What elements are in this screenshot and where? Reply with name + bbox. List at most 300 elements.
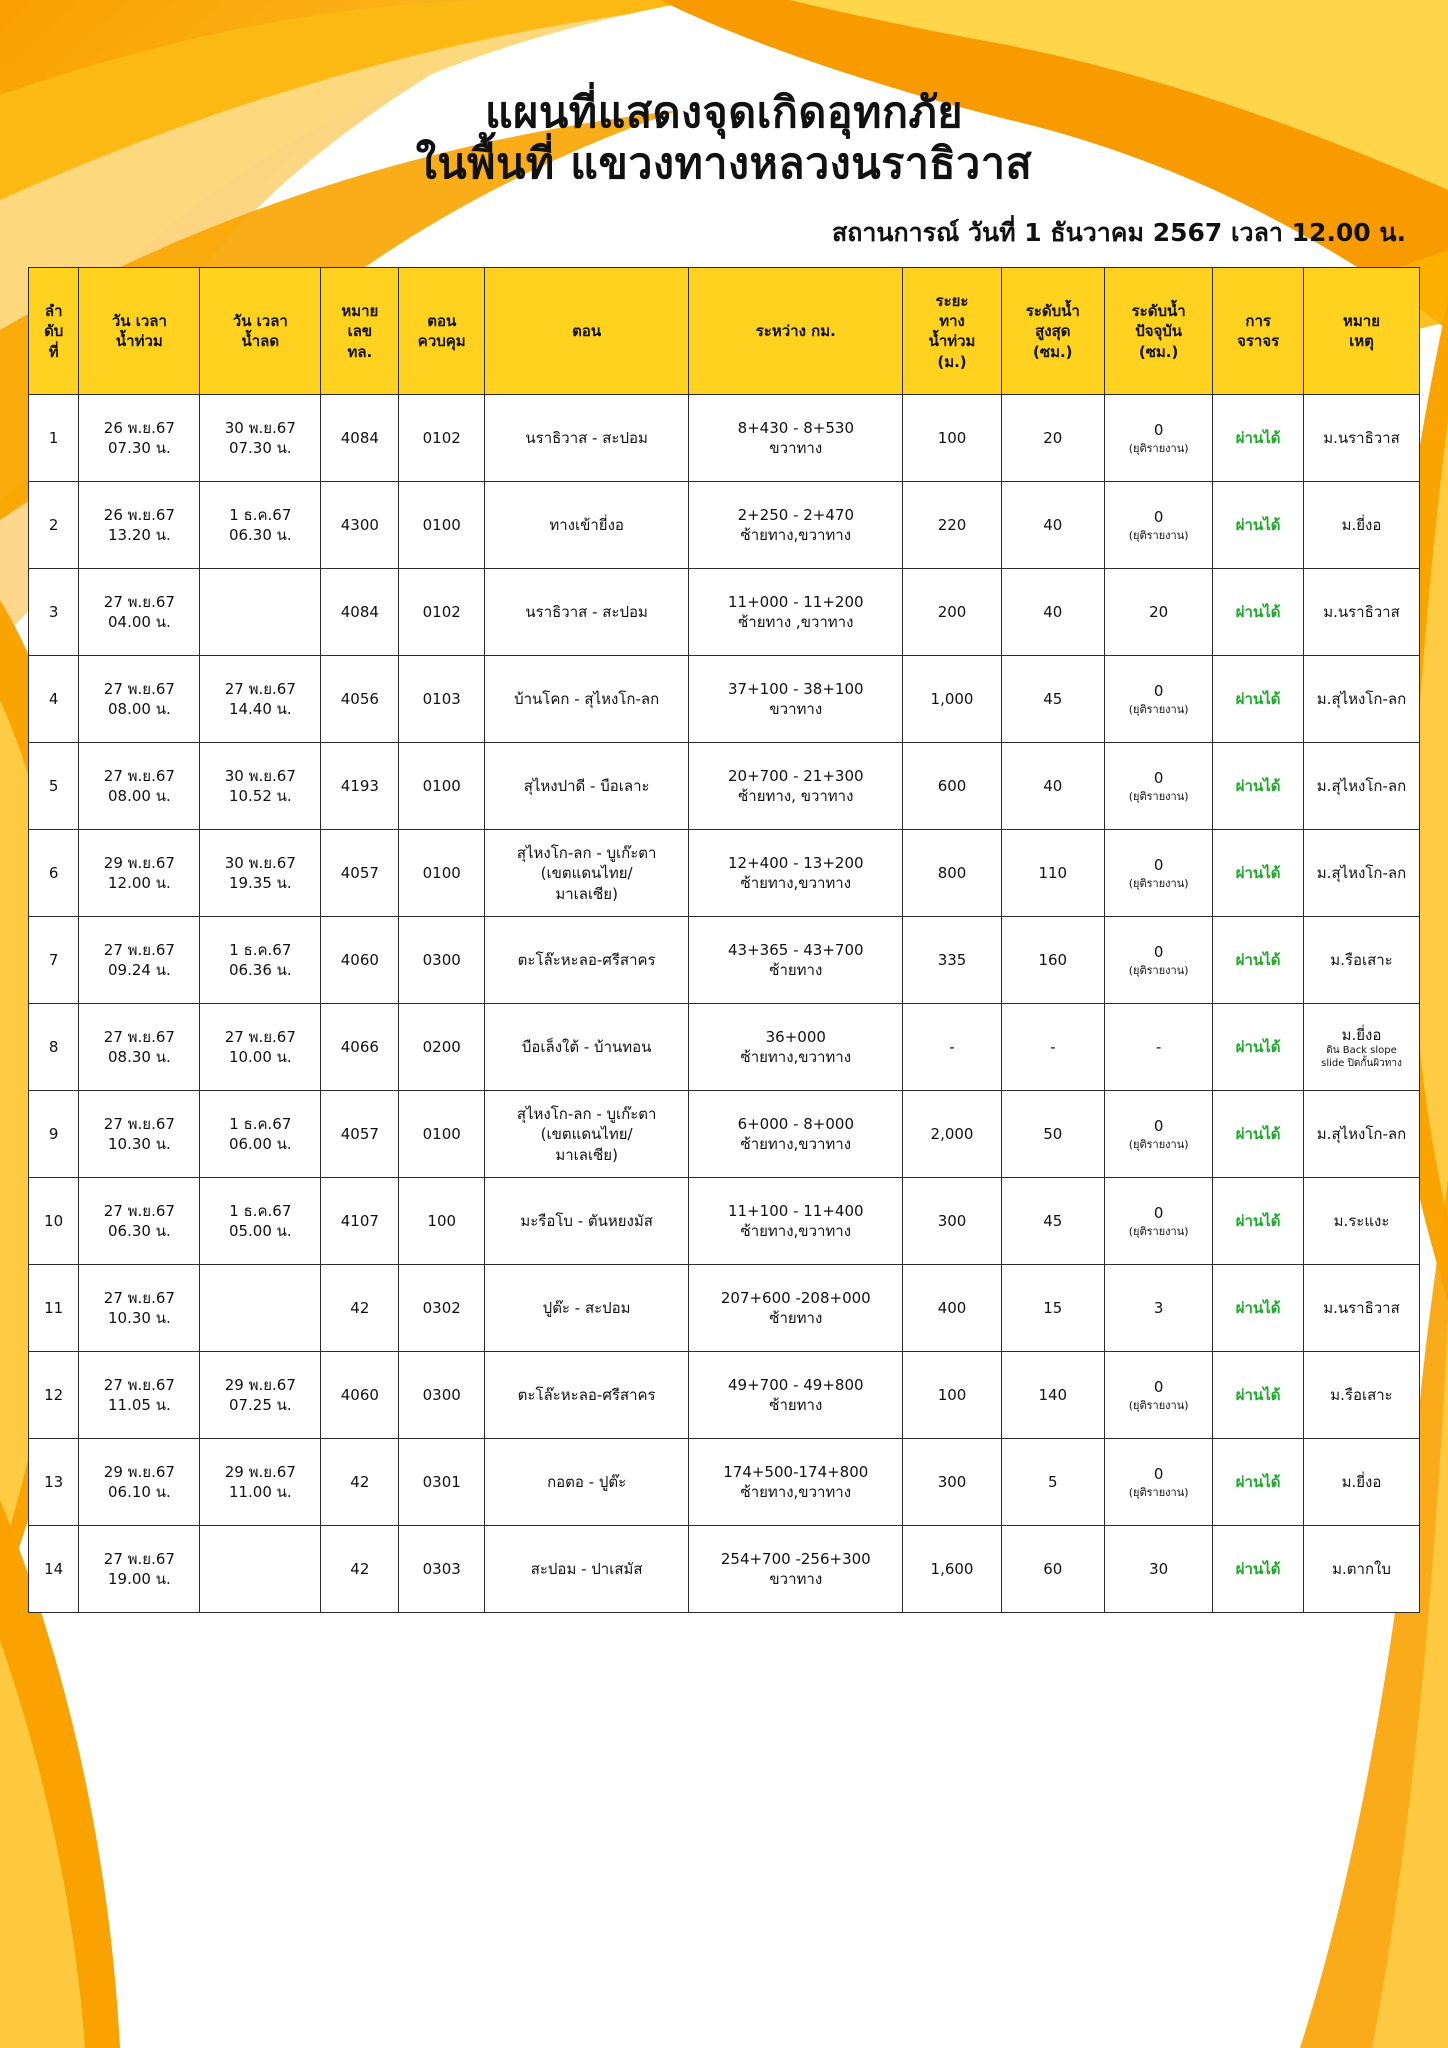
cell-road-number: 4300 (321, 482, 399, 569)
between-km-range: 254+700 -256+300 (720, 1550, 871, 1569)
current-level-value: 0 (1153, 943, 1164, 962)
table-header (29, 268, 1420, 395)
recede-date: 1 ธ.ค.67 (229, 941, 292, 960)
cell-control-section: 0103 (399, 656, 485, 743)
between-km-side: ซ้ายทาง,ขวาทาง (740, 1222, 852, 1241)
flood-date: 27 พ.ย.67 (103, 1289, 175, 1308)
current-level-value: 0 (1153, 508, 1164, 527)
cell-traffic-status: ผ่านได้ (1213, 569, 1304, 656)
flood-date: 26 พ.ย.67 (103, 506, 175, 525)
table-row (29, 1004, 1420, 1091)
cell-max-level: 5 (1001, 1439, 1104, 1526)
cell-section (485, 1091, 689, 1178)
current-level-note: (ยุติรายงาน) (1128, 528, 1189, 542)
cell-control-section: 100 (399, 1178, 485, 1265)
cell-flood-length: 220 (903, 482, 1001, 569)
col-header-road-number (321, 268, 399, 395)
flood-points-table (28, 267, 1420, 1613)
flood-time: 06.10 น. (108, 1483, 171, 1502)
recede-time: 06.30 น. (228, 526, 292, 545)
cell-flood-datetime (79, 1004, 200, 1091)
cell-no: 13 (29, 1439, 79, 1526)
cell-no: 9 (29, 1091, 79, 1178)
flood-date: 27 พ.ย.67 (103, 680, 175, 699)
flood-time: 19.00 น. (108, 1570, 171, 1589)
cell-section: ตะโล๊ะหะลอ-ศรีสาคร (485, 917, 689, 1004)
cell-section: กอตอ - ปูต๊ะ (485, 1439, 689, 1526)
col-header-road-number-l3: ทล. (347, 342, 373, 361)
between-km-side: ซ้ายทาง ,ขวาทาง (738, 613, 854, 632)
col-header-no-l1: ลำ (44, 302, 63, 321)
between-km-range: 174+500-174+800 (723, 1463, 869, 1482)
cell-max-level: 160 (1001, 917, 1104, 1004)
between-km-range: 12+400 - 13+200 (728, 854, 864, 873)
between-km-range: 8+430 - 8+530 (737, 419, 854, 438)
flood-time: 10.30 น. (108, 1309, 171, 1328)
cell-between-km (689, 1178, 903, 1265)
flood-date: 27 พ.ย.67 (103, 941, 175, 960)
remark-text: ม.รือเสาะ (1330, 1386, 1393, 1405)
cell-section: ตะโล๊ะหะลอ-ศรีสาคร (485, 1352, 689, 1439)
between-km-range: 2+250 - 2+470 (737, 506, 854, 525)
col-header-current-level-l1: ระดับน้ำ (1131, 302, 1186, 321)
section-l1: สุไหงโก-ลก - บูเก๊ะตา (516, 1105, 657, 1124)
section-l1: สุไหงโก-ลก - บูเก๊ะตา (516, 844, 657, 863)
cell-road-number: 4107 (321, 1178, 399, 1265)
table-row (29, 1439, 1420, 1526)
flood-date: 29 พ.ย.67 (103, 854, 175, 873)
table-row (29, 569, 1420, 656)
cell-traffic-status: ผ่านได้ (1213, 395, 1304, 482)
col-header-flood-datetime-l2: น้ำท่วม (115, 332, 163, 351)
cell-between-km (689, 569, 903, 656)
cell-between-km (689, 743, 903, 830)
flood-time: 08.30 น. (108, 1048, 171, 1067)
current-level-note: (ยุติรายงาน) (1128, 702, 1189, 716)
cell-control-section: 0100 (399, 830, 485, 917)
recede-time: 05.00 น. (228, 1222, 292, 1241)
current-level-value: 0 (1153, 421, 1164, 440)
between-km-range: 37+100 - 38+100 (728, 680, 864, 699)
between-km-range: 11+000 - 11+200 (728, 593, 864, 612)
cell-remark (1304, 1178, 1420, 1265)
between-km-side: ซ้ายทาง (769, 1309, 823, 1328)
cell-flood-datetime (79, 1265, 200, 1352)
remark-text: ม.รือเสาะ (1330, 951, 1393, 970)
col-header-flood-datetime (79, 268, 200, 395)
cell-remark (1304, 1526, 1420, 1613)
document-header (0, 0, 1448, 189)
remark-text: ม.นราธิวาส (1323, 1299, 1400, 1318)
cell-flood-length: 2,000 (903, 1091, 1001, 1178)
cell-current-level (1104, 1439, 1212, 1526)
current-level-value: 0 (1153, 769, 1164, 788)
cell-flood-datetime (79, 395, 200, 482)
flood-date: 27 พ.ย.67 (103, 1376, 175, 1395)
flood-date: 27 พ.ย.67 (103, 1115, 175, 1134)
between-km-range: 43+365 - 43+700 (728, 941, 864, 960)
remark-text: ม.สุไหงโก-ลก (1316, 690, 1407, 709)
situation-datetime: สถานการณ์ วันที่ 1 ธันวาคม 2567 เวลา 12.00 น. (831, 218, 1406, 248)
flood-time: 08.00 น. (108, 787, 171, 806)
cell-road-number: 4057 (321, 830, 399, 917)
cell-max-level: 140 (1001, 1352, 1104, 1439)
table-row (29, 1526, 1420, 1613)
recede-date: 30 พ.ย.67 (224, 419, 296, 438)
cell-flood-datetime (79, 830, 200, 917)
table-row (29, 482, 1420, 569)
current-level-value: 0 (1153, 1204, 1164, 1223)
remark-text: ม.ยี่งอ (1341, 1473, 1382, 1492)
cell-control-section: 0300 (399, 917, 485, 1004)
between-km-side: ซ้ายทาง,ขวาทาง (740, 1135, 852, 1154)
between-km-side: ซ้ายทาง,ขวาทาง (740, 874, 852, 893)
cell-control-section: 0100 (399, 482, 485, 569)
cell-section (485, 830, 689, 917)
cell-traffic-status: ผ่านได้ (1213, 1004, 1304, 1091)
cell-current-level (1104, 1091, 1212, 1178)
cell-road-number: 4056 (321, 656, 399, 743)
cell-flood-datetime (79, 1352, 200, 1439)
between-km-range: 49+700 - 49+800 (728, 1376, 864, 1395)
col-header-recede-datetime (200, 268, 321, 395)
cell-flood-datetime (79, 1439, 200, 1526)
cell-control-section: 0301 (399, 1439, 485, 1526)
cell-recede-datetime (200, 917, 321, 1004)
cell-current-level: 3 (1104, 1265, 1212, 1352)
recede-time: 10.52 น. (228, 787, 292, 806)
between-km-side: ขวาทาง (769, 439, 823, 458)
col-header-traffic (1213, 268, 1304, 395)
remark-note-l2: slide ปิดกั้นผิวทาง (1321, 1057, 1402, 1069)
recede-date: 29 พ.ย.67 (224, 1376, 296, 1395)
cell-between-km (689, 1526, 903, 1613)
section-l3: มาเลเซีย) (555, 1145, 618, 1164)
cell-max-level: 45 (1001, 1178, 1104, 1265)
col-header-remark-l1: หมาย (1343, 312, 1380, 331)
cell-remark (1304, 1004, 1420, 1091)
cell-recede-datetime (200, 1439, 321, 1526)
cell-current-level: 30 (1104, 1526, 1212, 1613)
section-l2: (เขตแดนไทย/ (540, 1125, 633, 1144)
cell-current-level: 20 (1104, 569, 1212, 656)
cell-flood-length: 1,600 (903, 1526, 1001, 1613)
cell-section: ปูต๊ะ - สะปอม (485, 1265, 689, 1352)
cell-flood-length: - (903, 1004, 1001, 1091)
cell-current-level (1104, 1352, 1212, 1439)
col-header-traffic-l2: จราจร (1237, 332, 1280, 351)
current-level-note: (ยุติรายงาน) (1128, 1485, 1189, 1499)
cell-section: ทางเข้ายี่งอ (485, 482, 689, 569)
remark-text: ม.ระแงะ (1333, 1212, 1390, 1231)
col-header-max-level-l1: ระดับน้ำ (1025, 302, 1080, 321)
cell-between-km (689, 1352, 903, 1439)
cell-remark (1304, 1265, 1420, 1352)
table-row (29, 1352, 1420, 1439)
cell-remark (1304, 395, 1420, 482)
cell-traffic-status: ผ่านได้ (1213, 1439, 1304, 1526)
between-km-side: ซ้ายทาง, ขวาทาง (738, 787, 854, 806)
remark-text: ม.สุไหงโก-ลก (1316, 777, 1407, 796)
between-km-side: ซ้ายทาง (769, 1396, 823, 1415)
current-level-note: (ยุติรายงาน) (1128, 1398, 1189, 1412)
col-header-traffic-l1: การ (1245, 312, 1271, 331)
table-row (29, 1091, 1420, 1178)
col-header-recede-datetime-l2: น้ำลด (241, 332, 280, 351)
cell-recede-datetime (200, 656, 321, 743)
cell-control-section: 0300 (399, 1352, 485, 1439)
flood-time: 12.00 น. (108, 874, 171, 893)
recede-time: 14.40 น. (228, 700, 292, 719)
flood-time: 10.30 น. (108, 1135, 171, 1154)
col-header-flood-length-l1: ระยะ (935, 291, 969, 310)
cell-max-level: 40 (1001, 482, 1104, 569)
flood-time: 07.30 น. (108, 439, 171, 458)
cell-between-km (689, 395, 903, 482)
current-level-note: (ยุติรายงาน) (1128, 876, 1189, 890)
between-km-side: ซ้ายทาง,ขวาทาง (740, 526, 852, 545)
cell-road-number: 4060 (321, 917, 399, 1004)
col-header-road-number-l2: เลข (347, 322, 373, 341)
col-header-flood-length (903, 268, 1001, 395)
current-level-value: 0 (1153, 1117, 1164, 1136)
between-km-range: 11+100 - 11+400 (728, 1202, 864, 1221)
cell-road-number: 4084 (321, 395, 399, 482)
flood-time: 04.00 น. (108, 613, 171, 632)
cell-control-section: 0102 (399, 395, 485, 482)
flood-date: 26 พ.ย.67 (103, 419, 175, 438)
col-header-flood-length-l2: ทาง (939, 312, 965, 331)
flood-time: 08.00 น. (108, 700, 171, 719)
table-row (29, 1265, 1420, 1352)
cell-recede-datetime (200, 482, 321, 569)
cell-current-level (1104, 917, 1212, 1004)
cell-recede-datetime (200, 569, 321, 656)
col-header-control-section-l2: ควบคุม (417, 332, 466, 351)
cell-control-section: 0100 (399, 743, 485, 830)
cell-section: สะปอม - ปาเสมัส (485, 1526, 689, 1613)
cell-between-km (689, 830, 903, 917)
cell-between-km (689, 1439, 903, 1526)
cell-road-number: 4060 (321, 1352, 399, 1439)
recede-date: 29 พ.ย.67 (224, 1463, 296, 1482)
cell-section: มะรือโบ - ตันหยงมัส (485, 1178, 689, 1265)
remark-text: ม.สุไหงโก-ลก (1316, 864, 1407, 883)
cell-section: บ้านโคก - สุไหงโก-ลก (485, 656, 689, 743)
cell-traffic-status: ผ่านได้ (1213, 1178, 1304, 1265)
cell-traffic-status: ผ่านได้ (1213, 917, 1304, 1004)
cell-current-level (1104, 395, 1212, 482)
cell-traffic-status: ผ่านได้ (1213, 1091, 1304, 1178)
recede-time: 07.25 น. (228, 1396, 292, 1415)
cell-flood-datetime (79, 743, 200, 830)
cell-current-level (1104, 743, 1212, 830)
between-km-side: ขวาทาง (769, 1570, 823, 1589)
cell-max-level: 50 (1001, 1091, 1104, 1178)
cell-current-level (1104, 1178, 1212, 1265)
recede-date: 30 พ.ย.67 (224, 767, 296, 786)
recede-date: 27 พ.ย.67 (224, 1028, 296, 1047)
cell-control-section: 0200 (399, 1004, 485, 1091)
col-header-between-km: ระหว่าง กม. (689, 268, 903, 395)
cell-no: 7 (29, 917, 79, 1004)
cell-flood-length: 600 (903, 743, 1001, 830)
cell-no: 10 (29, 1178, 79, 1265)
table-row (29, 1178, 1420, 1265)
cell-max-level: 20 (1001, 395, 1104, 482)
flood-date: 27 พ.ย.67 (103, 1550, 175, 1569)
flood-time: 06.30 น. (108, 1222, 171, 1241)
cell-section: สุไหงปาดี - บือเลาะ (485, 743, 689, 830)
cell-no: 2 (29, 482, 79, 569)
between-km-range: 207+600 -208+000 (720, 1289, 871, 1308)
between-km-side: ซ้ายทาง,ขวาทาง (740, 1048, 852, 1067)
col-header-flood-length-l3: น้ำท่วม (928, 332, 976, 351)
current-level-value: 0 (1153, 1378, 1164, 1397)
col-header-current-level (1104, 268, 1212, 395)
cell-section: นราธิวาส - สะปอม (485, 395, 689, 482)
cell-recede-datetime (200, 1091, 321, 1178)
cell-traffic-status: ผ่านได้ (1213, 830, 1304, 917)
cell-no: 6 (29, 830, 79, 917)
page-title-line1: แผนที่แสดงจุดเกิดอุทกภัย (484, 88, 964, 138)
table-row (29, 830, 1420, 917)
cell-no: 12 (29, 1352, 79, 1439)
cell-road-number: 4057 (321, 1091, 399, 1178)
cell-current-level: - (1104, 1004, 1212, 1091)
col-header-control-section-l1: ตอน (427, 312, 457, 331)
cell-remark (1304, 1439, 1420, 1526)
col-header-max-level (1001, 268, 1104, 395)
cell-traffic-status: ผ่านได้ (1213, 1265, 1304, 1352)
col-header-section: ตอน (485, 268, 689, 395)
current-level-note: (ยุติรายงาน) (1128, 441, 1189, 455)
flood-time: 11.05 น. (108, 1396, 171, 1415)
col-header-current-level-l3: (ซม.) (1138, 342, 1179, 361)
cell-between-km (689, 1004, 903, 1091)
cell-current-level (1104, 830, 1212, 917)
section-l3: มาเลเซีย) (555, 884, 618, 903)
flood-time: 13.20 น. (108, 526, 171, 545)
cell-between-km (689, 1265, 903, 1352)
table-row (29, 656, 1420, 743)
cell-section: นราธิวาส - สะปอม (485, 569, 689, 656)
cell-flood-length: 200 (903, 569, 1001, 656)
col-header-current-level-l2: ปัจจุบัน (1135, 322, 1183, 341)
cell-recede-datetime (200, 743, 321, 830)
flood-date: 27 พ.ย.67 (103, 593, 175, 612)
col-header-no-l3: ที่ (48, 342, 59, 361)
cell-road-number: 4193 (321, 743, 399, 830)
cell-remark (1304, 1091, 1420, 1178)
cell-max-level: 40 (1001, 743, 1104, 830)
current-level-note: (ยุติรายงาน) (1128, 1137, 1189, 1151)
recede-time: 11.00 น. (228, 1483, 292, 1502)
col-header-no (29, 268, 79, 395)
remark-text: ม.ยี่งอ (1341, 1025, 1382, 1044)
flood-date: 27 พ.ย.67 (103, 1202, 175, 1221)
cell-road-number: 42 (321, 1526, 399, 1613)
cell-flood-datetime (79, 656, 200, 743)
cell-max-level: 15 (1001, 1265, 1104, 1352)
cell-traffic-status: ผ่านได้ (1213, 656, 1304, 743)
cell-flood-length: 300 (903, 1178, 1001, 1265)
between-km-side: ซ้ายทาง,ขวาทาง (740, 1483, 852, 1502)
cell-remark (1304, 830, 1420, 917)
cell-recede-datetime (200, 1004, 321, 1091)
current-level-value: 0 (1153, 856, 1164, 875)
section-l2: (เขตแดนไทย/ (540, 864, 633, 883)
col-header-max-level-l2: สูงสุด (1035, 322, 1071, 341)
cell-flood-length: 335 (903, 917, 1001, 1004)
cell-current-level (1104, 656, 1212, 743)
cell-control-section: 0302 (399, 1265, 485, 1352)
cell-between-km (689, 1091, 903, 1178)
cell-no: 1 (29, 395, 79, 482)
cell-flood-length: 400 (903, 1265, 1001, 1352)
between-km-range: 36+000 (765, 1028, 826, 1047)
remark-note-l1: ดิน Back slope (1326, 1045, 1397, 1057)
cell-between-km (689, 482, 903, 569)
cell-no: 5 (29, 743, 79, 830)
cell-flood-length: 300 (903, 1439, 1001, 1526)
current-level-value: 0 (1153, 1465, 1164, 1484)
cell-flood-datetime (79, 917, 200, 1004)
cell-recede-datetime (200, 1265, 321, 1352)
cell-max-level: 110 (1001, 830, 1104, 917)
recede-time: 06.36 น. (228, 961, 292, 980)
current-level-note: (ยุติรายงาน) (1128, 789, 1189, 803)
current-level-note: (ยุติรายงาน) (1128, 963, 1189, 977)
cell-flood-datetime (79, 1091, 200, 1178)
cell-recede-datetime (200, 1352, 321, 1439)
recede-date: 1 ธ.ค.67 (229, 1202, 292, 1221)
cell-flood-length: 100 (903, 1352, 1001, 1439)
cell-control-section: 0102 (399, 569, 485, 656)
col-header-flood-length-l4: (ม.) (937, 352, 967, 371)
table-body (29, 395, 1420, 1613)
table-header-row (29, 268, 1420, 395)
cell-flood-length: 1,000 (903, 656, 1001, 743)
cell-no: 3 (29, 569, 79, 656)
cell-remark (1304, 917, 1420, 1004)
cell-road-number: 4066 (321, 1004, 399, 1091)
cell-max-level: 45 (1001, 656, 1104, 743)
cell-recede-datetime (200, 1526, 321, 1613)
recede-time: 19.35 น. (228, 874, 292, 893)
current-level-note: (ยุติรายงาน) (1128, 1224, 1189, 1238)
cell-control-section: 0303 (399, 1526, 485, 1613)
recede-date: 27 พ.ย.67 (224, 680, 296, 699)
cell-flood-length: 800 (903, 830, 1001, 917)
cell-no: 14 (29, 1526, 79, 1613)
flood-time: 09.24 น. (108, 961, 171, 980)
cell-remark (1304, 1352, 1420, 1439)
cell-traffic-status: ผ่านได้ (1213, 1352, 1304, 1439)
between-km-side: ซ้ายทาง (769, 961, 823, 980)
page-title-line2: ในพื้นที่ แขวงทางหลวงนราธิวาส (415, 138, 1033, 189)
between-km-range: 6+000 - 8+000 (737, 1115, 854, 1134)
remark-text: ม.นราธิวาส (1323, 603, 1400, 622)
cell-recede-datetime (200, 1178, 321, 1265)
col-header-remark-l2: เหตุ (1349, 332, 1374, 351)
recede-date: 1 ธ.ค.67 (229, 1115, 292, 1134)
col-header-control-section (399, 268, 485, 395)
flood-date: 27 พ.ย.67 (103, 767, 175, 786)
recede-time: 07.30 น. (228, 439, 292, 458)
cell-control-section: 0100 (399, 1091, 485, 1178)
col-header-no-l2: ดับ (44, 322, 64, 341)
